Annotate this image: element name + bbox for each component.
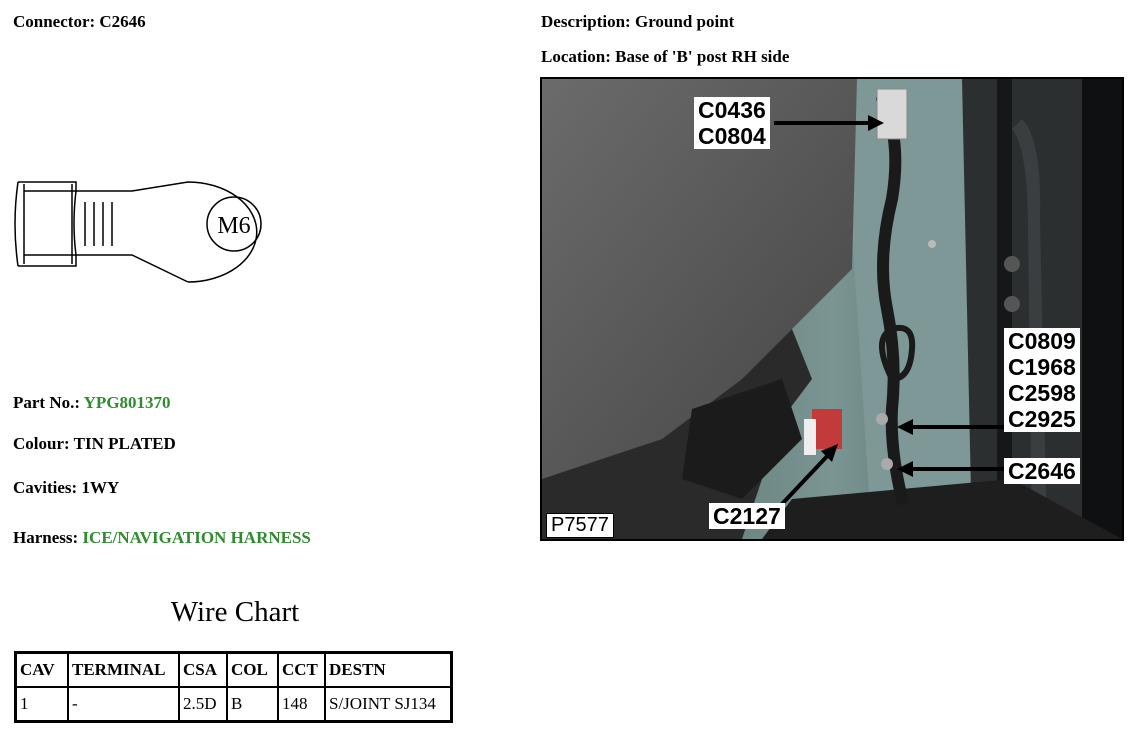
col-header-cct: CCT [278,653,325,688]
cavities-line [13,478,119,498]
cell-destn: S/JOINT SJ134 [325,687,452,722]
description-value: Ground point [634,12,735,31]
cell-terminal: - [68,687,179,722]
callout-c2127 [709,503,785,529]
colour-label: Colour: [13,434,70,453]
harness-value[interactable]: ICE/NAVIGATION HARNESS [82,528,311,547]
callout-line: C0436 [698,97,766,123]
callout-c0436-c0804 [694,97,770,149]
connector-label: Connector: [13,12,96,31]
cell-cav: 1 [16,687,69,722]
harness-line [13,528,311,548]
location-value: Base of 'B' post RH side [615,47,790,66]
part-no-label: Part No.: [13,393,81,412]
callout-line: C2646 [1008,458,1076,484]
colour-line [13,434,176,454]
part-no-line [13,393,171,413]
callout-line: C2925 [1008,406,1076,432]
connector-value: C2646 [99,12,146,31]
description-line [541,12,734,32]
cell-col: B [227,687,278,722]
callout-c0809-group [1004,328,1080,432]
table-header-row [16,653,452,688]
col-header-cav: CAV [16,653,69,688]
part-no-value[interactable]: YPG801370 [83,393,171,412]
col-header-csa: CSA [179,653,227,688]
wire-chart-title: Wire Chart [170,596,300,628]
callout-line: C0804 [698,123,766,149]
stud-size-label: M6 [217,213,251,239]
location-photo [540,77,1124,541]
callout-c2646 [1004,458,1080,484]
location-label: Location: [541,47,611,66]
col-header-destn: DESTN [325,653,452,688]
cavities-value: 1WY [81,478,120,497]
colour-value: TIN PLATED [73,434,176,453]
connector-line [13,12,146,32]
callout-line: C2127 [713,503,781,529]
description-label: Description: [541,12,631,31]
harness-label: Harness: [13,528,79,547]
col-header-col: COL [227,653,278,688]
wire-chart-table [14,651,453,723]
cell-cct: 148 [278,687,325,722]
col-header-terminal: TERMINAL [68,653,179,688]
figure-ref: P7577 [546,513,614,538]
callout-line: C1968 [1008,354,1076,380]
callout-line: C2598 [1008,380,1076,406]
cavities-label: Cavities: [13,478,78,497]
callout-line: C0809 [1008,328,1076,354]
location-line [541,47,789,67]
ring-terminal-drawing [12,160,302,285]
cell-csa: 2.5D [179,687,227,722]
table-row [16,687,452,722]
